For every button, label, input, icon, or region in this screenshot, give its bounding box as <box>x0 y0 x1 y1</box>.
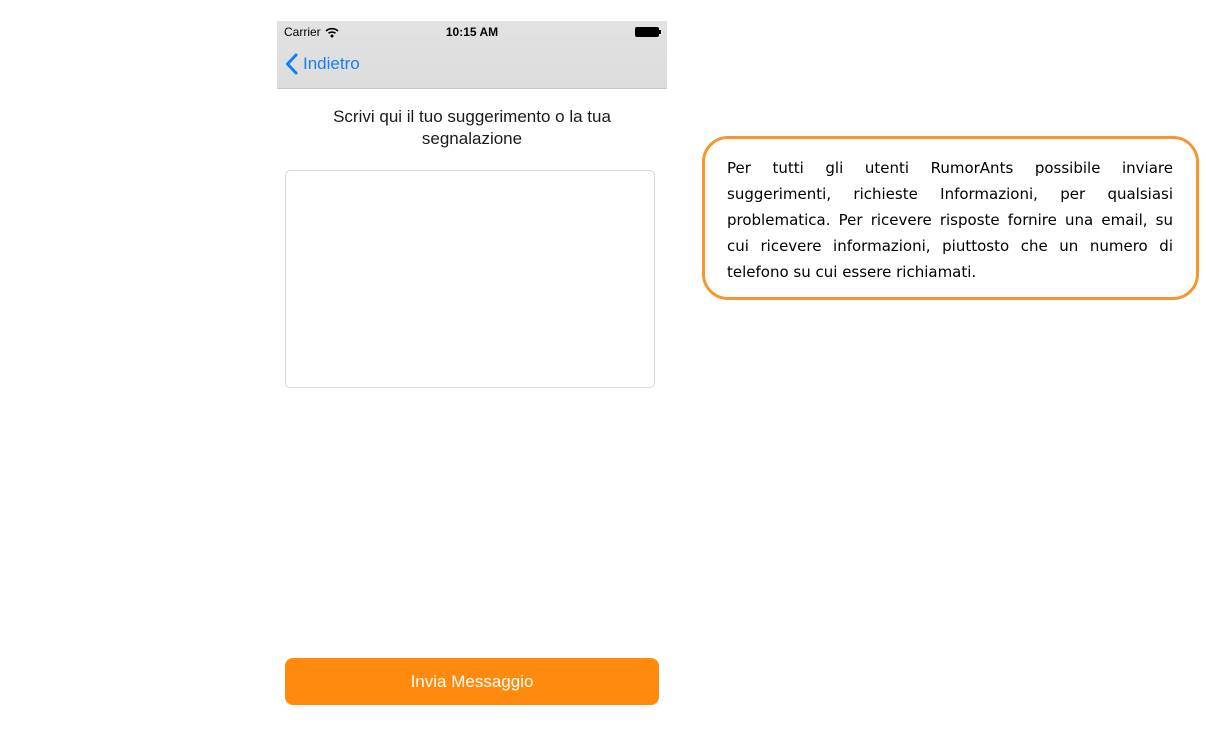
navigation-bar <box>277 21 667 89</box>
back-button[interactable] <box>285 53 360 75</box>
annotation-callout <box>702 136 1199 300</box>
chevron-left-icon <box>285 53 298 75</box>
battery-icon <box>635 27 661 37</box>
carrier-label: Carrier <box>284 25 321 39</box>
callout-text: Per tutti gli utenti RumorAnts possibile inviare suggerimenti, richieste Informazioni, per qualsiasi problematica. Per ricevere risposte fornire una email, su cui ricevere informazioni, piuttosto che un numero di telefono su cui essere richiamati. <box>727 159 1173 281</box>
send-message-button[interactable]: Invia Messaggio <box>285 658 659 705</box>
phone-screen <box>277 21 667 729</box>
message-input[interactable] <box>285 170 655 388</box>
back-label: Indietro <box>303 54 360 73</box>
prompt-label: Scrivi qui il tuo suggerimento o la tua segnalazione <box>333 107 611 148</box>
status-time: 10:15 AM <box>445 25 499 39</box>
